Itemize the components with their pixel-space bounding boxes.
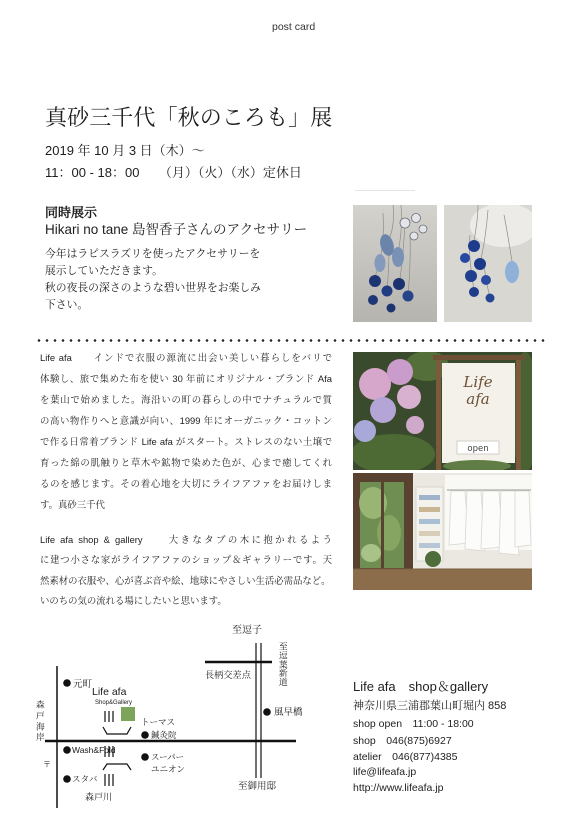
landmark-dot-starbucks xyxy=(63,775,71,783)
jewelry-photo-1 xyxy=(353,205,437,322)
map-label-lifeafa-sub: Shop&Gallery xyxy=(95,700,133,706)
shop-intro-paragraph xyxy=(40,530,332,612)
map-label-to-goyotei: 至御用邸 xyxy=(238,781,277,792)
email-link[interactable]: life@lifeafa.jp xyxy=(353,765,417,778)
jewelry-photo-2 xyxy=(444,205,532,322)
shop-name: Life afa shop＆gallery xyxy=(353,678,489,694)
bridge-mark xyxy=(103,727,131,734)
shop-intro-line: いのちの気の流れる場にしたいと思います。 xyxy=(40,595,227,607)
about-paragraph xyxy=(40,347,332,515)
landmark-dot-super-union xyxy=(141,753,149,761)
window-mullion xyxy=(381,482,384,568)
about-line: を葉山で始めました。海沿いの町の暮らしの中でナチュラルで質 xyxy=(40,393,332,405)
email-line xyxy=(353,767,416,778)
map-label-thomas: トーマス xyxy=(141,717,176,727)
shop-address: 神奈川県三浦郡葉山町堀内 858 xyxy=(353,699,507,712)
map-label-super: スーパー xyxy=(151,752,185,762)
map-label-motomachi: 元町 xyxy=(73,679,93,690)
exhibition-title: 真砂三千代「秋のころも」展 xyxy=(45,105,333,130)
map-label-acupuncture: 鍼灸院 xyxy=(151,730,177,740)
exhibition-date: 2019 年 10 月 3 日（木）～ xyxy=(45,142,205,158)
about-line: で作る日常着ブランド Life afa がスタート。ストレスのない土壌で xyxy=(40,435,332,447)
map-label-union: ユニオン xyxy=(151,764,186,774)
description-line: 今年はラピスラズリを使ったアクセサリーを xyxy=(45,247,261,260)
description-line: 秋の夜長の深さのような碧い世界をお楽しみ xyxy=(45,281,261,294)
landmark-dot-wash-fold xyxy=(63,746,71,754)
bridge-mark xyxy=(103,764,131,770)
shop-interior-photo xyxy=(353,473,532,590)
map-label-starbucks: スタバ xyxy=(72,774,98,784)
concurrent-heading: 同時展示 xyxy=(45,204,98,220)
sign-text-line1: Life xyxy=(463,373,493,391)
map-label-morito-river: 森戸川 xyxy=(85,791,113,802)
about-line: の高い物作りへと意識が向い、1999 年にオーガニック・コットン xyxy=(40,414,332,426)
about-line: す。真砂三千代 xyxy=(40,498,105,510)
greenery xyxy=(361,544,381,562)
greenery xyxy=(377,515,401,551)
map-label-to-zuyo-shindo: 至逗葉新道 xyxy=(277,642,288,686)
open-plate-text: open xyxy=(467,444,489,454)
postcard-label: post card xyxy=(272,21,316,33)
shop-hours: shop open 11:00 - 18:00 xyxy=(353,717,474,730)
light-blue-drop xyxy=(505,261,519,283)
concurrent-subtitle: Hikari no tane 島智香子さんのアクセサリー xyxy=(45,222,308,237)
landmark-dot-motomachi xyxy=(63,679,71,687)
about-line: 体験し、旅で集めた布を使い 30 年前にオリジナル・ブランド Afa xyxy=(40,372,332,384)
map-label-wash-fold: Wash&Fold xyxy=(72,745,116,755)
shop-exterior-photo xyxy=(353,352,532,470)
landmark-dot-kazahaya-bridge xyxy=(263,708,271,716)
divider-line xyxy=(355,190,415,191)
shop-intro-line: に建つ小さな家がライフアファのショップ＆ギャラリーです。天 xyxy=(40,554,332,566)
about-line: Life afa インドで衣服の源流に出会い美しい暮らしをバリで xyxy=(40,351,332,363)
website-link[interactable]: http://www.lifeafa.jp xyxy=(353,781,444,794)
description-line: 展示していただきます。 xyxy=(45,264,163,277)
map-label-post-office: 〒 xyxy=(43,760,51,769)
url-line xyxy=(353,783,443,794)
sign-text-line2: afa xyxy=(466,390,490,408)
map-label-kazahaya-bridge: 風早橋 xyxy=(274,707,303,718)
shop-phone: shop 046(875)6927 xyxy=(353,734,452,747)
description-line: 下さい。 xyxy=(45,298,89,311)
map-label-lifeafa: Life afa xyxy=(92,686,127,698)
shop-intro-line: 然素材の衣服や、心が喜ぶ音や絵、地球にやさしい生活必需品など。 xyxy=(40,574,331,586)
exhibition-hours: 11：00 - 18：00 （月）（火）（水）定休日 xyxy=(45,164,302,180)
map-label-nagae-intersection: 長柄交差点 xyxy=(205,669,251,680)
lifeafa-map-marker xyxy=(121,707,135,721)
shop-intro-line: Life afa shop & gallery 大きなタブの木に抱かれるよう xyxy=(40,533,332,545)
plant xyxy=(425,551,441,567)
map-label-to-zushi: 至逗子 xyxy=(232,625,262,636)
dotted-divider xyxy=(35,339,546,342)
wooden-floor xyxy=(353,569,532,590)
landmark-dot-acupuncture xyxy=(141,731,149,739)
concurrent-description xyxy=(45,246,261,314)
atelier-phone: atelier 046(877)4385 xyxy=(353,750,458,763)
about-line: 育った綿の肌触りと草木や鉱物で染めた色が、心まで癒してくれ xyxy=(40,456,332,468)
map-label-morito-coast: 森戸海岸 xyxy=(34,700,45,744)
about-line: るのを感じます。その着心地を大切にライフアファをお届けしま xyxy=(40,477,332,489)
